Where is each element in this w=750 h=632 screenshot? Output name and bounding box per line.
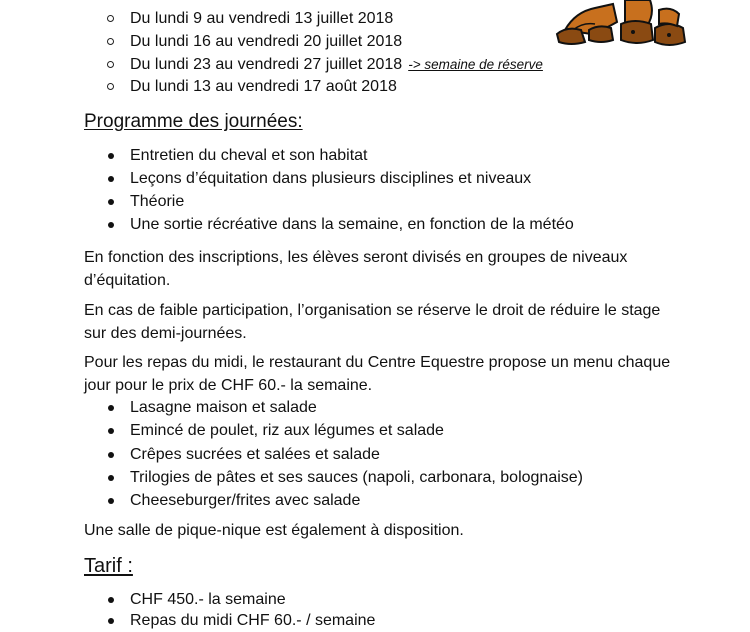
circle-bullet-icon [107, 38, 114, 45]
bullet-icon [108, 452, 114, 458]
bullet-icon [108, 405, 114, 411]
document-page: Du lundi 9 au vendredi 13 juillet 2018 Du lundi 16 au vendredi 20 juillet 2018 Du lundi 23 au vendredi 27 juillet 2018 -> semaine de réserve Du lundi 13 au vendredi 17 août 2018 Programme des journées: Entretien du cheval et son habitat Leçons d’équitation dans plusieurs disciplines et niveaux Théorie Une sortie récréative dans la semaine, en fonction de la météo En fonction des inscriptions, les élèves seront divisés en groupes de niveaux d’équitation. En cas de faible participation, l’organisation se réserve le droit de réduire le stage sur des demi-journées. Pour les repas du midi, le restaurant du Centre Equestre propose un menu chaque jour pour le prix de CHF 60.- la semaine. Lasagne maison et salade Emincé de poulet, riz aux légumes et salade Crêpes sucrées et salées et salade Trilogies de pâtes et ses sauces (napoli, carbonara, bolognaise) Cheeseburger/frites avec salade Une salle de pique-nique est également à disposition. Tarif : CHF 450.- la semaine Repas du midi CHF 60.- / semaine [0, 0, 750, 630]
programme-heading: Programme des journées: [84, 111, 303, 132]
bullet-icon [108, 475, 114, 481]
bullet-icon [108, 428, 114, 434]
picnic-paragraph: Une salle de pique-nique est également à disposition. [84, 522, 464, 539]
circle-bullet-icon [107, 83, 114, 90]
bullet-icon [108, 597, 114, 603]
bullet-icon [108, 199, 114, 205]
horse-hooves-icon [555, 0, 690, 48]
bullet-icon [108, 618, 114, 624]
bullet-icon [108, 153, 114, 159]
circle-bullet-icon [107, 61, 114, 68]
bullet-icon [108, 498, 114, 504]
circle-bullet-icon [107, 15, 114, 22]
bullet-icon [108, 176, 114, 182]
meals-paragraph: Pour les repas du midi, le restaurant du Centre Equestre propose un menu chaque jour pour le prix de CHF 60.- la semaine. [84, 354, 671, 394]
bullet-icon [108, 222, 114, 228]
groups-paragraph: En fonction des inscriptions, les élèves seront divisés en groupes de niveaux d’équitation. [84, 249, 628, 289]
tarif-heading: Tarif : [84, 555, 133, 577]
reserve-week-note: -> semaine de réserve [408, 57, 543, 72]
participation-paragraph: En cas de faible participation, l’organisation se réserve le droit de réduire le stage sur des demi-journées. [84, 302, 661, 342]
